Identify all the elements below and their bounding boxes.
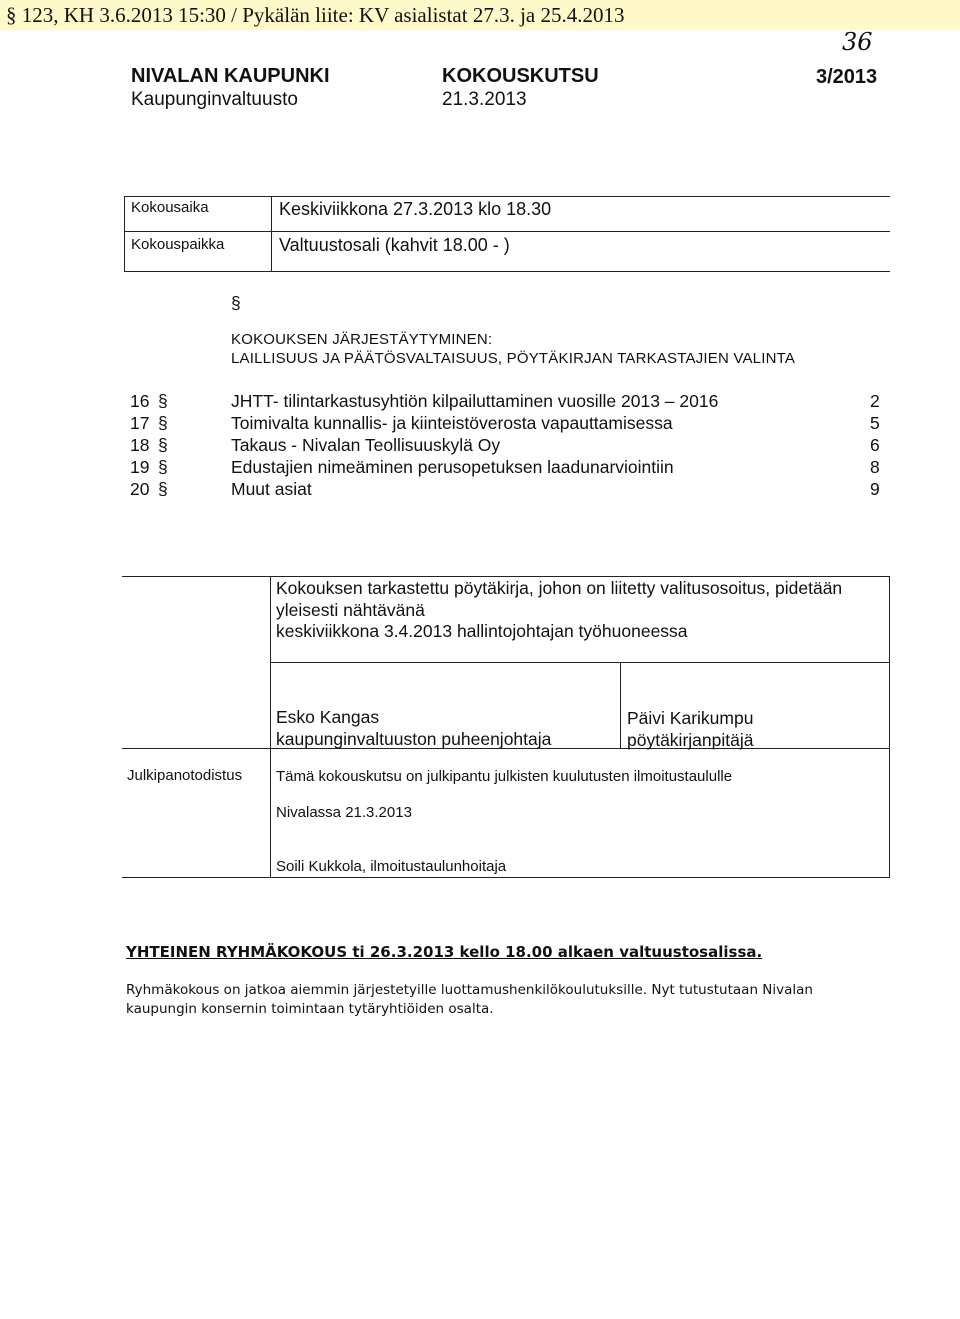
meeting-time-label: Kokousaika	[131, 199, 209, 216]
document-type: KOKOUSKUTSU	[442, 65, 599, 87]
secretary-title: pöytäkirjanpitäjä	[627, 730, 754, 750]
agenda-item-page: 2	[870, 391, 880, 411]
banner-text: § 123, KH 3.6.2013 15:30 / Pykälän liite: KV asialistat 27.3. ja 25.4.2013	[6, 3, 625, 27]
agenda-item-number: 18	[130, 435, 150, 455]
minutes-line2: yleisesti nähtävänä	[276, 600, 425, 620]
publication-text: Tämä kokouskutsu on julkipantu julkisten kuulutusten ilmoitustaululle	[276, 768, 733, 785]
publication-signer: Soili Kukkola, ilmoitustaulunhoitaja	[276, 858, 507, 875]
section-symbol: §	[231, 293, 241, 313]
chair-title: kaupunginvaltuuston puheenjohtaja	[276, 729, 552, 749]
agenda-item-number: 20	[130, 479, 150, 499]
group-meeting-body-line1: Ryhmäkokous on jatkoa aiemmin järjestetyille luottamushenkilökoulutuksille. Nyt tutustutaan Nivalan	[126, 982, 813, 998]
meeting-place-value: Valtuustosali (kahvit 18.00 - )	[279, 235, 510, 255]
minutes-line1: Kokouksen tarkastettu pöytäkirja, johon on liitetty valitusosoitus, pidetään	[276, 578, 843, 598]
secretary-name: Päivi Karikumpu	[627, 708, 754, 728]
group-meeting-title: YHTEINEN RYHMÄKOKOUS ti 26.3.2013 kello 18.00 alkaen valtuustosalissa.	[126, 943, 763, 961]
agenda-item-symbol: §	[158, 457, 168, 477]
org-body: Kaupunginvaltuusto	[131, 89, 298, 110]
agenda-item-page: 5	[870, 413, 880, 433]
agenda-item-title: JHTT- tilintarkastusyhtiön kilpailuttaminen vuosille 2013 – 2016	[231, 391, 719, 411]
agenda-item-title: Edustajien nimeäminen perusopetuksen laadunarviointiin	[231, 457, 674, 477]
agenda-item-title: Toimivalta kunnallis- ja kiinteistöverosta vapauttamisessa	[231, 413, 673, 433]
agenda-item-page: 9	[870, 479, 880, 499]
meeting-time-value: Keskiviikkona 27.3.2013 klo 18.30	[279, 199, 552, 219]
agenda-item-page: 8	[870, 457, 880, 477]
publication-place-date: Nivalassa 21.3.2013	[276, 804, 412, 821]
minutes-line3: keskiviikkona 3.4.2013 hallintojohtajan työhuoneessa	[276, 621, 688, 641]
chair-name: Esko Kangas	[276, 707, 380, 727]
org-name: NIVALAN KAUPUNKI	[131, 65, 330, 87]
agenda-item-symbol: §	[158, 391, 168, 411]
agenda-item-number: 17	[130, 413, 150, 433]
group-meeting-body-line2: kaupungin konsernin toimintaan tytäryhtiöiden osalta.	[126, 1001, 494, 1017]
agenda-opening-line1: KOKOUKSEN JÄRJESTÄYTYMINEN:	[231, 331, 493, 348]
handwritten-page-number: 36	[842, 28, 873, 56]
agenda-item-symbol: §	[158, 479, 168, 499]
publication-label: Julkipanotodistus	[127, 767, 243, 784]
agenda-item-symbol: §	[158, 435, 168, 455]
agenda-item-title: Muut asiat	[231, 479, 312, 499]
agenda-item-number: 16	[130, 391, 150, 411]
document-number: 3/2013	[816, 66, 878, 88]
page-banner	[0, 0, 960, 30]
document-date: 21.3.2013	[442, 89, 527, 110]
agenda-item-page: 6	[870, 435, 880, 455]
agenda-item-title: Takaus - Nivalan Teollisuuskylä Oy	[231, 435, 501, 455]
agenda-opening-line2: LAILLISUUS JA PÄÄTÖSVALTAISUUS, PÖYTÄKIRJAN TARKASTAJIEN VALINTA	[231, 350, 796, 367]
agenda-item-number: 19	[130, 457, 150, 477]
agenda-item-symbol: §	[158, 413, 168, 433]
meeting-place-label: Kokouspaikka	[131, 236, 225, 253]
